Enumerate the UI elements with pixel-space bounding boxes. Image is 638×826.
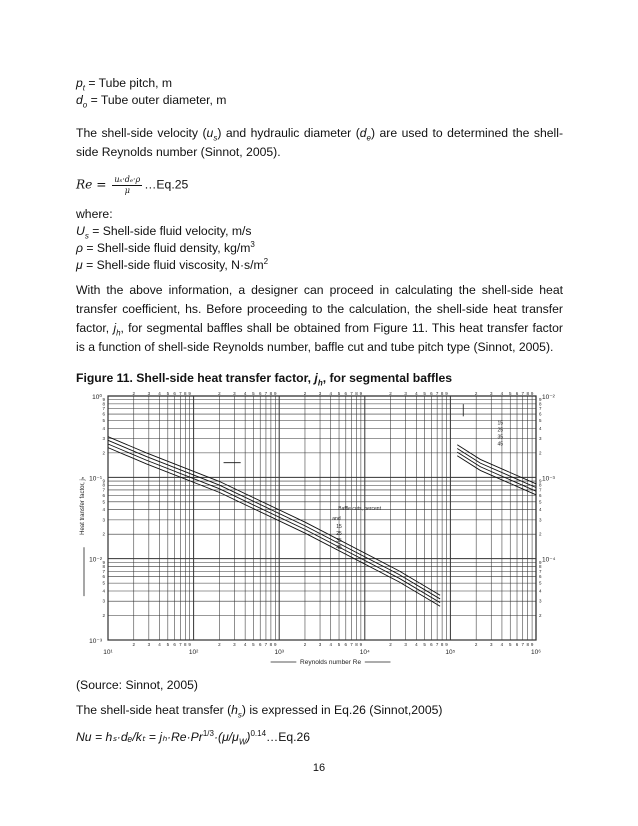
y-right-major-tick: 10⁻³ bbox=[542, 475, 555, 483]
y-left-major-tick: 10⁰ bbox=[92, 394, 102, 401]
jh-chart bbox=[74, 388, 574, 670]
y-right-minor-tick: 2 bbox=[539, 531, 542, 537]
y-right-minor-tick: 3 bbox=[539, 517, 542, 523]
def-tube-pitch: $p_t$ = Tube pitch, m bbox=[76, 76, 173, 93]
x-bottom-minor-tick: 2 bbox=[132, 642, 136, 647]
where-label: where: bbox=[76, 207, 113, 221]
x-top-minor-tick: 2 bbox=[218, 391, 221, 396]
y-left-minor-tick: 8 bbox=[102, 564, 105, 570]
where-item-velocity: $U_s$ = Shell-side fluid velocity, m/s bbox=[76, 224, 252, 241]
y-left-minor-tick: 3 bbox=[102, 598, 105, 604]
x-bottom-minor-tick: 9 bbox=[445, 642, 448, 647]
page-number: 16 bbox=[312, 762, 326, 774]
y-left-minor-tick: 5 bbox=[102, 417, 105, 423]
x-bottom-minor-tick: 2 bbox=[303, 642, 307, 647]
x-top-minor-tick: 8 bbox=[526, 391, 529, 396]
x-top-minor-tick: 7 bbox=[350, 391, 353, 396]
y-right-minor-tick: 7 bbox=[539, 487, 542, 493]
x-bottom-minor-tick: 6 bbox=[430, 642, 433, 647]
x-top-minor-tick: 8 bbox=[269, 391, 273, 396]
y-left-minor-tick: 6 bbox=[102, 574, 105, 580]
y-right-minor-tick: 2 bbox=[539, 450, 542, 456]
x-bottom-minor-tick: 3 bbox=[147, 642, 151, 647]
y-left-minor-tick: 4 bbox=[102, 507, 105, 513]
x-top-minor-tick: 5 bbox=[252, 391, 255, 396]
y-left-minor-tick: 7 bbox=[102, 568, 105, 574]
y-right-minor-tick: 5 bbox=[539, 580, 542, 586]
y-left-minor-tick: 2 bbox=[102, 450, 105, 456]
x-bottom-major-tick: 10⁵ bbox=[445, 649, 456, 656]
x-top-minor-tick: 9 bbox=[274, 391, 277, 396]
x-bottom-minor-tick: 7 bbox=[179, 642, 182, 647]
x-bottom-minor-tick: 4 bbox=[329, 642, 332, 647]
x-top-minor-tick: 7 bbox=[521, 391, 524, 396]
x-top-minor-tick: 2 bbox=[389, 391, 392, 396]
x-bottom-minor-tick: 8 bbox=[355, 642, 358, 647]
x-top-minor-tick: 4 bbox=[158, 391, 161, 396]
x-top-minor-tick: 8 bbox=[440, 391, 444, 396]
y-left-minor-tick: 9 bbox=[102, 397, 105, 403]
legend-cut-45: 45 bbox=[336, 544, 342, 551]
y-left-major-tick: 10⁻¹ bbox=[89, 475, 102, 483]
chart-frame bbox=[108, 396, 536, 640]
x-bottom-minor-tick: 7 bbox=[521, 642, 524, 647]
right-legend-cut-25: 25 bbox=[497, 427, 504, 434]
y-left-minor-tick: 8 bbox=[102, 482, 105, 488]
x-axis-title: Reynolds number Re bbox=[300, 659, 362, 666]
x-bottom-minor-tick: 5 bbox=[252, 642, 255, 647]
y-left-minor-tick: 5 bbox=[102, 499, 105, 505]
y-right-minor-tick: 9 bbox=[539, 397, 542, 403]
y-right-major-tick: 10⁻⁴ bbox=[542, 556, 556, 564]
x-top-minor-tick: 4 bbox=[500, 391, 504, 396]
x-top-minor-tick: 6 bbox=[515, 391, 519, 396]
x-bottom-minor-tick: 8 bbox=[526, 642, 529, 647]
x-top-minor-tick: 9 bbox=[445, 391, 448, 396]
y-right-minor-tick: 8 bbox=[539, 564, 542, 570]
x-bottom-minor-tick: 6 bbox=[344, 642, 348, 647]
where-item-density: ρ = Shell-side fluid density, $kg/m^3$ bbox=[76, 239, 255, 255]
where-item-viscosity: μ = Shell-side fluid viscosity, $N\cdot s/m^2$ bbox=[76, 256, 269, 272]
x-bottom-minor-tick: 4 bbox=[158, 642, 161, 647]
x-bottom-minor-tick: 3 bbox=[318, 642, 322, 647]
x-bottom-major-tick: 10² bbox=[188, 649, 199, 656]
x-bottom-major-tick: 10⁴ bbox=[359, 649, 370, 656]
y-left-minor-tick: 8 bbox=[102, 401, 105, 407]
x-top-minor-tick: 4 bbox=[243, 391, 247, 396]
x-top-minor-tick: 3 bbox=[318, 391, 322, 396]
legend-title: Baffle cuts, percent bbox=[338, 505, 381, 512]
legend-cut-35: 35 bbox=[336, 537, 342, 544]
y-right-minor-tick: 7 bbox=[539, 406, 542, 412]
x-bottom-minor-tick: 6 bbox=[515, 642, 519, 647]
y-left-minor-tick: 4 bbox=[102, 425, 105, 431]
y-right-minor-tick: 6 bbox=[539, 411, 542, 417]
y-left-major-tick: 10⁻³ bbox=[89, 638, 102, 645]
x-bottom-minor-tick: 2 bbox=[474, 642, 478, 647]
x-bottom-minor-tick: 8 bbox=[269, 642, 273, 647]
x-top-minor-tick: 2 bbox=[303, 391, 307, 396]
x-top-minor-tick: 2 bbox=[474, 391, 478, 396]
y-right-minor-tick: 2 bbox=[539, 613, 542, 619]
x-bottom-minor-tick: 3 bbox=[404, 642, 407, 647]
x-bottom-minor-tick: 5 bbox=[423, 642, 426, 647]
x-top-minor-tick: 7 bbox=[435, 391, 439, 396]
right-legend-cut-15: 15 bbox=[497, 420, 504, 427]
y-left-minor-tick: 3 bbox=[102, 436, 105, 442]
x-top-minor-tick: 6 bbox=[173, 391, 176, 396]
x-bottom-major-tick: 10³ bbox=[274, 649, 284, 656]
x-top-minor-tick: 3 bbox=[404, 391, 407, 396]
x-top-minor-tick: 8 bbox=[355, 391, 358, 396]
x-bottom-minor-tick: 4 bbox=[243, 642, 247, 647]
y-left-major-tick: 10⁻² bbox=[89, 556, 102, 564]
x-bottom-minor-tick: 6 bbox=[173, 642, 176, 647]
y-left-minor-tick: 4 bbox=[102, 588, 105, 594]
y-left-minor-tick: 9 bbox=[102, 559, 105, 565]
x-bottom-minor-tick: 8 bbox=[184, 642, 187, 647]
y-left-minor-tick: 2 bbox=[102, 613, 105, 619]
y-right-minor-tick: 5 bbox=[539, 499, 542, 505]
x-top-minor-tick: 3 bbox=[489, 391, 493, 396]
baffle-curve-upper-25 bbox=[457, 448, 536, 487]
y-right-minor-tick: 3 bbox=[539, 436, 542, 442]
x-top-minor-tick: 9 bbox=[530, 391, 534, 396]
y-left-minor-tick: 6 bbox=[102, 411, 105, 417]
right-legend-cut-35: 35 bbox=[497, 434, 504, 441]
y-left-minor-tick: 2 bbox=[102, 531, 105, 537]
y-right-minor-tick: 8 bbox=[539, 482, 542, 488]
y-axis-title: Heat transfer factor, jₕ bbox=[80, 476, 86, 535]
x-top-minor-tick: 9 bbox=[359, 391, 363, 396]
eq25-fraction: $\frac{\text{uₛ·dₑ·ρ}}{\mu}$ bbox=[114, 175, 141, 195]
chart-curves bbox=[108, 404, 536, 606]
x-top-minor-tick: 7 bbox=[264, 391, 268, 396]
x-top-minor-tick: 6 bbox=[258, 391, 262, 396]
def-tube-diameter: $d_o$ = Tube outer diameter, m bbox=[76, 93, 227, 110]
x-bottom-minor-tick: 2 bbox=[389, 642, 392, 647]
y-right-minor-tick: 9 bbox=[539, 559, 542, 565]
right-legend-cut-45: 45 bbox=[497, 441, 504, 448]
x-top-minor-tick: 7 bbox=[179, 391, 182, 396]
x-top-minor-tick: 9 bbox=[188, 391, 191, 396]
y-left-minor-tick: 5 bbox=[102, 580, 105, 586]
x-top-minor-tick: 4 bbox=[329, 391, 332, 396]
legend-cut-25: 25 bbox=[336, 530, 342, 537]
paragraph-reynolds-intro: The shell-side velocity $(u_s)$ and hydraulic diameter $(d_e)$ are used to determined the shell-side Reynolds number (Sinnot, 2005). bbox=[76, 126, 564, 159]
x-bottom-minor-tick: 7 bbox=[435, 642, 439, 647]
y-right-minor-tick: 3 bbox=[539, 598, 542, 604]
x-bottom-minor-tick: 9 bbox=[274, 642, 277, 647]
x-top-minor-tick: 6 bbox=[430, 391, 433, 396]
x-bottom-minor-tick: 9 bbox=[359, 642, 363, 647]
y-right-minor-tick: 9 bbox=[539, 478, 542, 484]
x-bottom-minor-tick: 4 bbox=[500, 642, 504, 647]
y-left-minor-tick: 6 bbox=[102, 492, 105, 498]
x-top-minor-tick: 2 bbox=[132, 391, 136, 396]
x-top-minor-tick: 3 bbox=[233, 391, 236, 396]
y-right-minor-tick: 6 bbox=[539, 574, 542, 580]
x-top-minor-tick: 5 bbox=[423, 391, 426, 396]
y-right-minor-tick: 4 bbox=[539, 588, 542, 594]
legend-cut-15: 15 bbox=[336, 523, 342, 530]
x-top-minor-tick: 8 bbox=[184, 391, 187, 396]
chart-grid bbox=[108, 396, 536, 640]
y-left-minor-tick: 7 bbox=[102, 487, 105, 493]
y-right-minor-tick: 4 bbox=[539, 507, 542, 513]
y-left-minor-tick: 9 bbox=[102, 478, 105, 484]
x-bottom-major-tick: 10⁶ bbox=[531, 649, 541, 656]
y-right-minor-tick: 5 bbox=[539, 417, 542, 423]
y-left-minor-tick: 3 bbox=[102, 517, 105, 523]
x-top-minor-tick: 4 bbox=[415, 391, 418, 396]
y-left-minor-tick: 7 bbox=[102, 406, 105, 412]
x-bottom-minor-tick: 9 bbox=[188, 642, 191, 647]
equation-26: $Nu = h_s\cdot d_e/k_t = j_h\cdot Re\cdot Pr^{1/3}\cdot(\mu/\mu_W)^{0.14}\dots Eq.26$ bbox=[76, 728, 311, 747]
y-right-major-tick: 10⁻² bbox=[542, 394, 555, 401]
x-bottom-minor-tick: 6 bbox=[258, 642, 262, 647]
paragraph-heat-transfer-factor: With the above information, a designer can proceed in calculating the shell-side heat transfer coefficient, hs. Before proceeding to the calculation, the shell-side heat transfer factor, $j_h$, for segmental baffles shall be obtained from Figure 11. This heat transfer factor is a function of shell-side Reynolds number, baffle cut and tube pitch type (Sinnot, 2005). bbox=[76, 283, 563, 354]
x-bottom-minor-tick: 5 bbox=[508, 642, 512, 647]
x-bottom-minor-tick: 9 bbox=[530, 642, 534, 647]
figure-source: (Source: Sinnot, 2005) bbox=[76, 678, 198, 692]
x-bottom-minor-tick: 7 bbox=[264, 642, 268, 647]
x-bottom-major-tick: 10¹ bbox=[103, 649, 113, 656]
equation-25: Re = $\frac{\text{uₛ·dₑ·ρ}}{\mu}$ …Eq.25 bbox=[76, 175, 189, 195]
legend-and: and bbox=[332, 515, 341, 522]
x-top-minor-tick: 5 bbox=[166, 391, 170, 396]
x-bottom-minor-tick: 3 bbox=[233, 642, 236, 647]
y-right-minor-tick: 8 bbox=[539, 401, 542, 407]
y-right-minor-tick: 6 bbox=[539, 492, 542, 498]
x-top-minor-tick: 5 bbox=[337, 391, 341, 396]
y-right-minor-tick: 4 bbox=[539, 425, 542, 431]
x-top-minor-tick: 5 bbox=[508, 391, 512, 396]
figure-caption: Figure 11. Shell-side heat transfer factor, $j_h$, for segmental baffles bbox=[76, 371, 453, 388]
hs-intro-line: The shell-side heat transfer $(h_s)$ is expressed in Eq.26 (Sinnot,2005) bbox=[76, 703, 443, 720]
baffle-curve-upper-45 bbox=[457, 456, 536, 495]
x-top-minor-tick: 6 bbox=[344, 391, 348, 396]
x-bottom-minor-tick: 7 bbox=[350, 642, 353, 647]
x-bottom-minor-tick: 5 bbox=[166, 642, 170, 647]
x-bottom-minor-tick: 3 bbox=[489, 642, 493, 647]
x-bottom-minor-tick: 4 bbox=[415, 642, 418, 647]
x-bottom-minor-tick: 2 bbox=[218, 642, 221, 647]
x-top-minor-tick: 3 bbox=[147, 391, 151, 396]
x-bottom-minor-tick: 5 bbox=[337, 642, 341, 647]
y-right-minor-tick: 7 bbox=[539, 568, 542, 574]
x-bottom-minor-tick: 8 bbox=[440, 642, 444, 647]
